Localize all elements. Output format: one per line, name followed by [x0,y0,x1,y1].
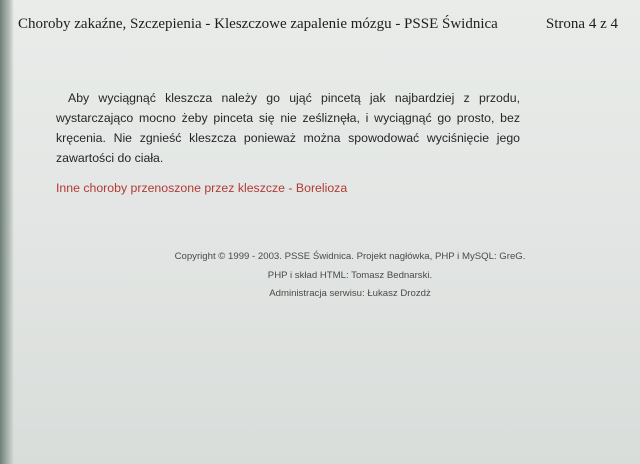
tick-removal-paragraph: Aby wyciągnąć kleszcza należy go ująć pincetą jak najbardziej z przodu, wystarczająco mocno żeby pinceta się nie ześliznęła, i wyciągnąć go prosto, bez kręcenia. Nie zgnieść kleszcza ponieważ można spowodować wyciśnięcie jego zawartości do ciała. [56,91,520,165]
page-title: Choroby zakaźne, Szczepienia - Kleszczowe zapalenie mózgu - PSSE Świdnica [18,16,498,32]
page-number: Strona 4 z 4 [545,16,618,32]
page-edge-shadow [0,0,14,464]
footer-admin: Administracja serwisu: Łukasz Drozdż [269,288,431,299]
borelioza-link[interactable]: Inne choroby przenoszone przez kleszcze - Borelioza [56,181,348,195]
footer [130,248,570,304]
footer-copyright: Copyright © 1999 - 2003. PSSE Świdnica. Projekt nagłówka, PHP i MySQL: GreG. [174,251,526,262]
footer-html-credit: PHP i skład HTML: Tomasz Bednarski. [267,269,433,281]
